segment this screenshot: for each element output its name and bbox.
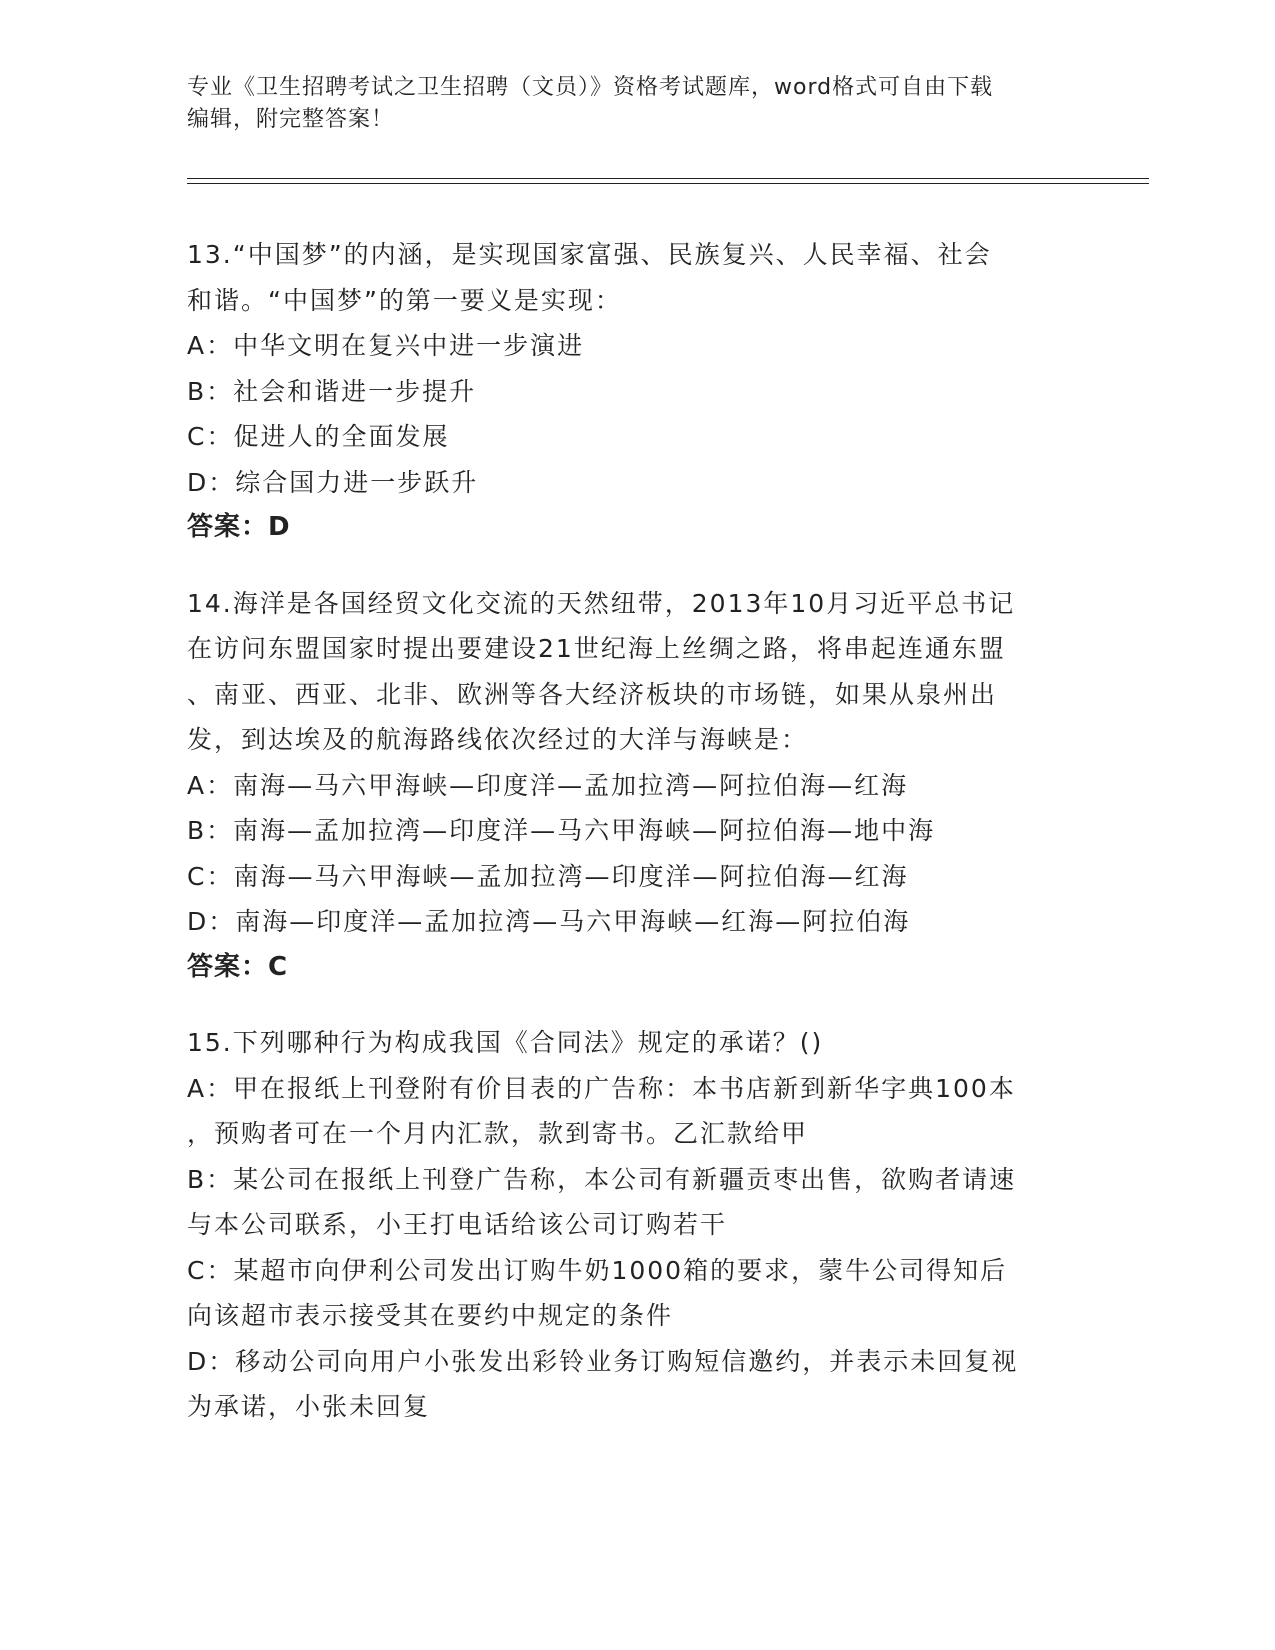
question-15-option-c-line-2: 向该超市表示接受其在要约中规定的条件 [187, 1301, 674, 1330]
question-14-stem-line-3: 、南亚、西亚、北非、欧洲等各大经济板块的市场链，如果从泉州出 [187, 679, 998, 709]
question-13 [187, 232, 1087, 551]
question-15-option-b-line-2: 与本公司联系，小王打电话给该公司订购若干 [187, 1210, 728, 1239]
question-14-option-c: C：南海—马六甲海峡—孟加拉湾—印度洋—阿拉伯海—红海 [187, 861, 909, 891]
question-13-option-c: C：促进人的全面发展 [187, 422, 450, 451]
question-13-option-b: B：社会和谐进一步提升 [187, 376, 477, 406]
question-15-option-b-line-1: B：某公司在报纸上刊登广告称，本公司有新疆贡枣出售，欲购者请速 [187, 1164, 1017, 1194]
question-14-stem-line-4: 发，到达埃及的航海路线依次经过的大洋与海峡是： [187, 725, 809, 754]
header-divider-top [187, 178, 1149, 179]
question-14-option-b: B：南海—孟加拉湾—印度洋—马六甲海峡—阿拉伯海—地中海 [187, 816, 936, 845]
question-15 [187, 1020, 1087, 1430]
question-15-stem-line-1: 15.下列哪种行为构成我国《合同法》规定的承诺？() [187, 1028, 824, 1057]
question-13-option-a: A：中华文明在复兴中进一步演进 [187, 331, 585, 360]
header-line-1: 专业《卫生招聘考试之卫生招聘（文员）》资格考试题库，word格式可自由下载 [187, 75, 994, 100]
question-13-answer: 答案：D [187, 512, 291, 542]
question-14-option-d: D：南海—印度洋—孟加拉湾—马六甲海峡—红海—阿拉伯海 [187, 907, 911, 936]
question-14-option-a: A：南海—马六甲海峡—印度洋—孟加拉湾—阿拉伯海—红海 [187, 770, 909, 800]
question-15-option-d-line-1: D：移动公司向用户小张发出彩铃业务订购短信邀约，并表示未回复视 [187, 1346, 1019, 1376]
question-14-stem-line-1: 14.海洋是各国经贸文化交流的天然纽带，2013年10月习近平总书记 [187, 588, 1016, 618]
question-13-stem-line-2: 和谐。“中国梦”的第一要义是实现： [187, 285, 622, 315]
question-15-option-a-line-1: A：甲在报纸上刊登附有价目表的广告称：本书店新到新华字典100本 [187, 1073, 1016, 1103]
question-13-option-d: D：综合国力进一步跃升 [187, 467, 479, 497]
document-header [187, 72, 1087, 136]
question-15-option-a-line-2: ，预购者可在一个月内汇款，款到寄书。乙汇款给甲 [187, 1119, 809, 1148]
question-15-option-c-line-1: C：某超市向伊利公司发出订购牛奶1000箱的要求，蒙牛公司得知后 [187, 1255, 1008, 1285]
question-15-option-d-line-2: 为承诺，小张未回复 [187, 1392, 431, 1421]
question-13-stem-line-1: 13.“中国梦”的内涵，是实现国家富强、民族复兴、人民幸福、社会 [187, 240, 992, 269]
header-line-2: 编辑，附完整答案！ [187, 107, 395, 132]
header-divider-bottom [187, 183, 1149, 184]
question-14 [187, 581, 1087, 991]
question-14-answer: 答案：C [187, 951, 289, 982]
question-list [187, 232, 1087, 1460]
question-14-stem-line-2: 在访问东盟国家时提出要建设21世纪海上丝绸之路，将串起连通东盟 [187, 634, 1006, 663]
